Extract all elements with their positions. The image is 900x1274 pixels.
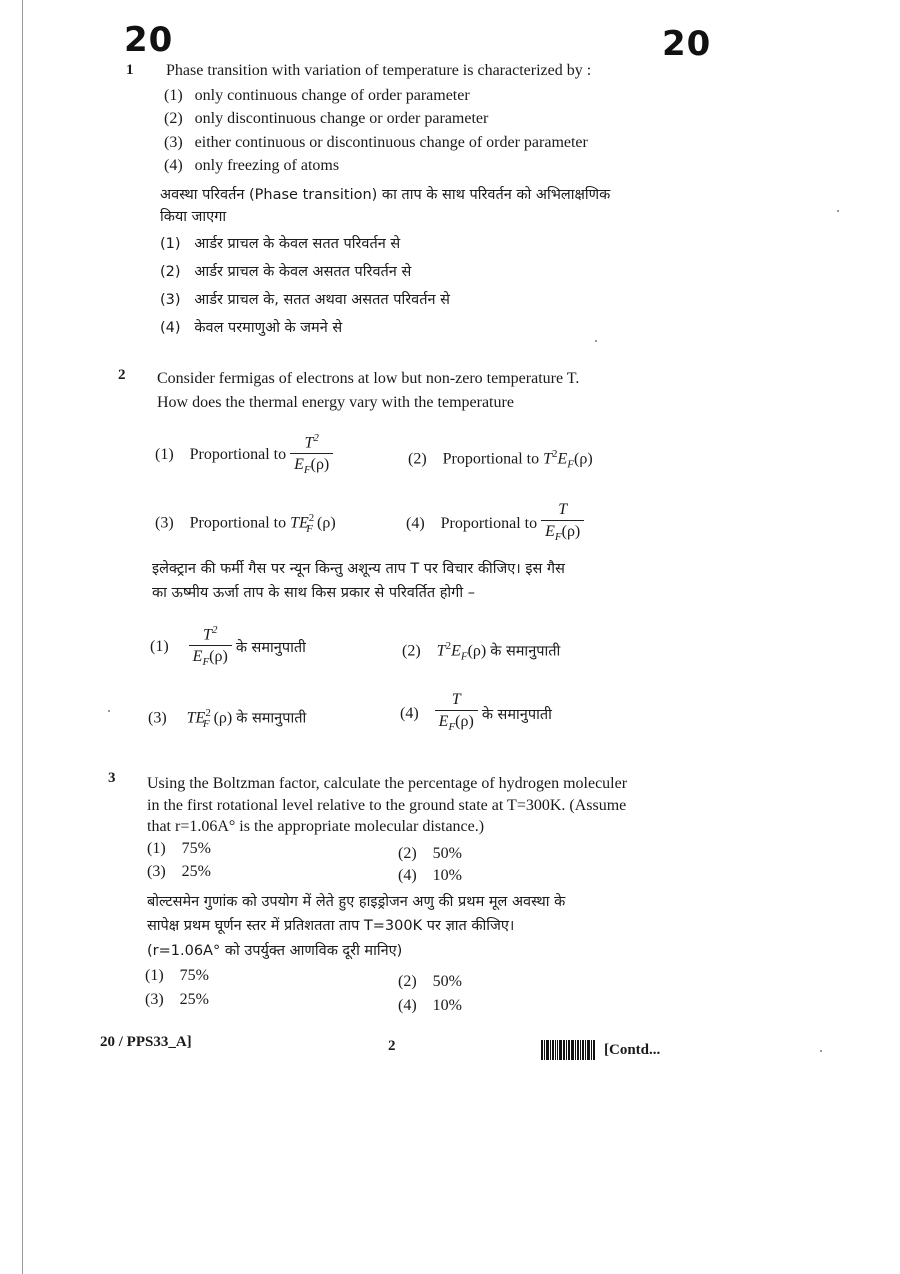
q3-text-line3: that r=1.06A° is the appropriate molecular distance.) — [147, 818, 485, 835]
q3-text-line2: in the first rotational level relative to the ground state at T=300K. (Assume — [147, 797, 627, 814]
scan-speck — [595, 340, 597, 342]
page-number-right: 20 — [662, 24, 712, 64]
q1-number: 1 — [126, 62, 134, 78]
q1-option-1: (1) only continuous change of order parameter — [164, 87, 470, 104]
q2-hindi-line1: इलेक्ट्रान की फर्मी गैस पर न्यून किन्तु अशून्य ताप T पर विचार कीजिए। इस गैस — [152, 561, 565, 577]
q3-option-4: (4) 10% — [398, 867, 462, 884]
q1-hindi-line2: किया जाएगा — [160, 209, 227, 225]
q1-option-3: (3) either continuous or discontinuous change of order parameter — [164, 134, 588, 151]
q2-hindi-option-1: (1) $\frac{T^2}{E_F(\rho)}$ के समानुपाती — [150, 620, 306, 674]
q3-option-3: (3) 25% — [147, 863, 211, 880]
footer-paper-code: 20 / PPS33_A] — [100, 1034, 192, 1050]
q3-hindi-option-4: (4) 10% — [398, 997, 462, 1014]
q3-option-1: (1) 75% — [147, 840, 211, 857]
q1-option-2: (2) only discontinuous change or order parameter — [164, 110, 489, 127]
q2-hindi-option-3: (3) $TE^2_F$ (ρ) के समानुपाती — [148, 707, 307, 730]
q2-hindi-option-4: (4) $\frac{T}{E_F(\rho)}$ के समानुपाती — [400, 690, 552, 738]
q1-text: Phase transition with variation of temperature is characterized by : — [166, 62, 592, 79]
q2-text-line2: How does the thermal energy vary with the temperature — [157, 394, 514, 411]
q1-hindi-option-3: (3) आर्डर प्राचल के, सतत अथवा असतत परिवर्तन से — [160, 292, 450, 308]
q2-hindi-line2: का ऊष्मीय ऊर्जा ताप के साथ किस प्रकार से परिवर्तित होगी – — [152, 585, 475, 601]
q3-hindi-option-2: (2) 50% — [398, 973, 462, 990]
scan-speck — [820, 1050, 822, 1052]
q2-number: 2 — [118, 367, 126, 383]
q3-option-2: (2) 50% — [398, 845, 462, 862]
q1-option-4: (4) only freezing of atoms — [164, 157, 340, 174]
q3-hindi-option-1: (1) 75% — [145, 967, 209, 984]
q2-hindi-option-2: (2) $T^2E_F(\rho)$ के समानुपाती — [402, 640, 561, 663]
page-number-left: 20 — [124, 20, 174, 60]
q2-text-line1: Consider fermigas of electrons at low but non-zero temperature T. — [157, 370, 580, 387]
q1-hindi-option-2: (2) आर्डर प्राचल के केवल असतत परिवर्तन से — [160, 264, 412, 280]
q1-hindi-line1: अवस्था परिवर्तन (Phase transition) का ताप के साथ परिवर्तन को अभिलाक्षणिक — [160, 187, 611, 203]
footer-contd: [Contd... — [541, 1040, 660, 1060]
q2-option-3: (3) Proportional to $TE^2_F$ (ρ) — [155, 512, 336, 535]
footer-page-number: 2 — [388, 1038, 396, 1054]
q3-hindi-line2: सापेक्ष प्रथम घूर्णन स्तर में प्रतिशतता ताप T=300K पर ज्ञात कीजिए। — [147, 918, 515, 934]
q1-hindi-option-1: (1) आर्डर प्राचल के केवल सतत परिवर्तन से — [160, 236, 401, 252]
q3-hindi-line3: (r=1.06A° को उपर्युक्त आणविक दूरी मानिए) — [147, 943, 403, 959]
q3-text-line1: Using the Boltzman factor, calculate the percentage of hydrogen moleculer — [147, 775, 628, 792]
q3-hindi-option-3: (3) 25% — [145, 991, 209, 1008]
q3-hindi-line1: बोल्टसमेन गुणांक को उपयोग में लेते हुए हाइड्रोजन अणु की प्रथम मूल अवस्था के — [147, 894, 566, 910]
barcode-icon — [541, 1040, 596, 1060]
q2-option-2: (2) Proportional to $T^2E_F(\rho)$ — [408, 448, 593, 471]
scan-margin-line — [22, 0, 23, 1274]
q1-hindi-option-4: (4) केवल परमाणुओ के जमने से — [160, 320, 343, 336]
q2-option-1: (1) Proportional to $\frac{T^2}{E_F(\rho)}$ — [155, 428, 337, 482]
q2-option-4: (4) Proportional to $\frac{T}{E_F(\rho)}$ — [406, 500, 588, 548]
q3-number: 3 — [108, 770, 116, 786]
scan-speck — [837, 210, 839, 212]
scan-speck — [108, 710, 110, 712]
